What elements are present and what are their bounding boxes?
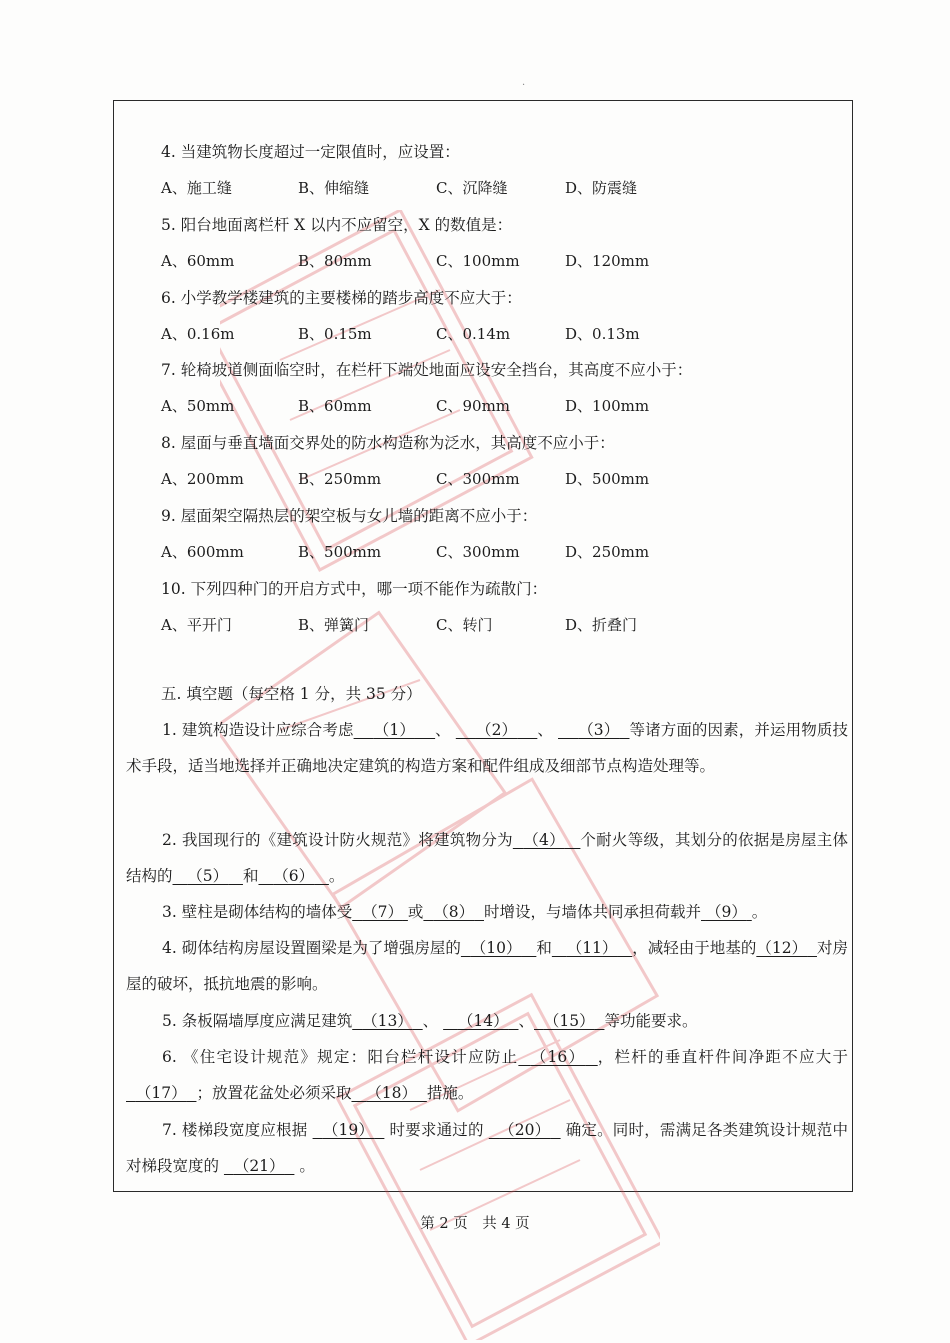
blank-13[interactable]: （13） [362,1012,413,1030]
mc-option[interactable]: B、0.15m [298,324,372,343]
mc-option[interactable]: D、0.13m [565,324,640,343]
blank-5[interactable]: （5） [187,867,229,885]
scan-speck: · [522,80,526,91]
blank-8[interactable]: （8） [433,903,475,921]
blank-10[interactable]: （10） [470,939,522,957]
page-footer: 第 2 页 共 4 页 [420,1216,530,1232]
mc-option[interactable]: B、500mm [298,543,382,561]
mc-option[interactable]: C、沉降缝 [436,179,508,197]
fill-question-3: 3. 壁柱是砌体结构的墙体受 （7） 或 （8） 时增设，与墙体共同承担荷载并 （9） 。 [162,903,768,921]
mc-option[interactable]: A、200mm [161,470,244,489]
blank-17[interactable]: （17） [135,1084,187,1102]
blank-3[interactable]: （3） [578,721,620,739]
mc-question: 5. 阳台地面离栏杆 X 以内不应留空，X 的数值是： [161,215,513,234]
blank-14[interactable]: （14） [457,1012,509,1030]
mc-option[interactable]: D、折叠门 [565,615,638,634]
mc-option[interactable]: D、500mm [565,470,650,489]
blank-11[interactable]: （11） [566,939,618,957]
mc-option[interactable]: C、0.14m [436,324,511,343]
blank-21[interactable]: （21） [233,1157,285,1175]
blank-2[interactable]: （2） [475,721,518,739]
mc-question: 10. 下列四种门的开启方式中，哪一项不能作为疏散门： [161,579,548,598]
fill-question-4: 4. 砌体结构房屋设置圈梁是为了增强房屋的 （10） 和 （11） ，减轻由于地基的（12） 对房屋的破坏，抵抗地震的影响。 [126,939,848,993]
mc-question: 7. 轮椅坡道侧面临空时，在栏杆下端处地面应设安全挡台，其高度不应小于： [161,361,693,380]
mc-option[interactable]: B、250mm [298,470,382,489]
mc-question: 6. 小学教学楼建筑的主要楼梯的踏步高度不应大于： [161,288,522,307]
fill-question-6: 6. 《住宅设计规范》规定：阳台栏杆设计应防止 （16） ，栏杆的垂直杆件间净距不应大于 （17） ；放置花盆处必须采取 （18） 措施。 [126,1039,848,1111]
mc-option[interactable]: A、600mm [161,543,244,561]
mc-option[interactable]: C、90mm [436,397,511,416]
section-title: 五. 填空题（每空格 1 分，共 35 分） [161,685,422,703]
mc-option[interactable]: D、120mm [565,251,650,270]
blank-9[interactable]: （9） [705,903,747,921]
mc-option[interactable]: A、0.16m [161,324,235,343]
blank-18[interactable]: （18） [366,1084,417,1102]
blank-1[interactable]: （1） [373,721,415,739]
mc-question: 9. 屋面架空隔热层的架空板与女儿墙的距离不应小于： [161,507,538,525]
fill-question-1: 1. 建筑构造设计应综合考虑 （1） 、 （2） 、 （3） 等诸方面的因素，并运用物质技术手段，适当地选择并正确地决定建筑的构造方案和配件组成及细部节点构造处理等。 [126,721,848,775]
mc-option[interactable]: C、100mm [436,251,520,270]
blank-19[interactable]: （19） [322,1121,375,1139]
mc-option[interactable]: B、60mm [298,397,372,416]
fill-question-7: 7. 楼梯段宽度应根据 （19） 时要求通过的 （20） 确定。同时，需满足各类建筑设计规范中对梯段宽度的 （21） 。 [126,1121,848,1175]
blank-16[interactable]: （16） [530,1048,586,1066]
blank-4[interactable]: （4） [523,831,565,849]
mc-option[interactable]: A、60mm [161,251,235,270]
mc-option[interactable]: D、防震缝 [565,179,638,197]
mc-option[interactable]: D、100mm [565,397,650,416]
mc-option[interactable]: C、300mm [436,543,520,561]
fill-question-2: 2. 我国现行的《建筑设计防火规范》将建筑物分为 （4） 个耐火等级，其划分的依据是房屋主体结构的 （5） 和 （6） 。 [126,831,849,885]
fill-question-5: 5. 条板隔墙厚度应满足建筑 （13） 、 （14） 、 （15） 等功能要求。 [162,1012,698,1030]
mc-option[interactable]: A、平开门 [161,615,232,634]
mc-option[interactable]: B、80mm [298,251,372,270]
mc-option[interactable]: B、伸缩缝 [298,179,370,197]
mc-option[interactable]: B、弹簧门 [298,615,370,634]
mc-option[interactable]: A、施工缝 [161,179,232,197]
mc-option[interactable]: C、转门 [436,615,493,634]
mc-question: 8. 屋面与垂直墙面交界处的防水构造称为泛水，其高度不应小于： [161,434,615,453]
blank-7[interactable]: （7） [362,903,403,921]
blank-15[interactable]: （15） [543,1012,595,1030]
blank-6[interactable]: （6） [273,867,315,885]
blank-12[interactable]: （12） [756,939,808,957]
blank-20[interactable]: （20） [499,1121,551,1139]
mc-question: 4. 当建筑物长度超过一定限值时，应设置： [161,143,460,161]
mc-option[interactable]: C、300mm [436,470,520,489]
mc-option[interactable]: D、250mm [565,543,650,561]
mc-option[interactable]: A、50mm [161,397,235,416]
